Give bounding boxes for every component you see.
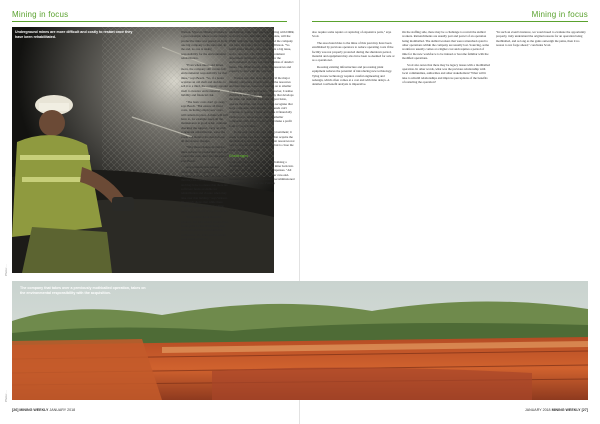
subhead-challenges: Challenges <box>229 154 249 159</box>
body-column-5 <box>496 30 588 50</box>
quarry-photo-caption: The company that takes over a previously mothballed operation, takes on the environmental responsibility with the acquisition. <box>20 286 146 295</box>
folio-left <box>12 408 75 412</box>
quarry-photo <box>12 281 588 400</box>
page-number-right: [27] <box>581 408 588 412</box>
section-tag-right: Mining in focus <box>531 10 588 19</box>
publication-name-right: MINING WEEKLY <box>551 408 581 412</box>
paragraph: "Why these changes is that the mine reduces its production costs, but overall the costs don't just disappear," says Beech. <box>181 145 229 163</box>
body-column-1 <box>181 30 229 244</box>
mine-photo-credit: Photo: ... <box>4 263 8 276</box>
paragraph: "Even when mines and mines move, the company still carries full environmental responsibility for that mine," says Beech. "So, if a junior acquires an old shaft and decides to sell it to a third, the company appoint itself to monitor environmental liability and financial risk. <box>181 62 228 98</box>
paragraph: Any company that intends obtaining and re-opening a mothballed mine, needs to understand that they are taking over a liability and they have to ensure that there are sufficient funds available for rehabilitation and closure when they take over that liability," says Watson. "Research shows that while there might be sufficient funds for mine closure, it is almost like a double tax. <box>181 165 229 213</box>
quarry-photo-credit: Photo: ... <box>4 389 8 402</box>
paragraph: Scott says the main challenge of revitalising a mothballed operation is to bring the mine back into operation with minimal unplanned expenses. "All machinery that has been placed under care-and-maintenance will need to be tested, recommissioned and certified as safe for use. Primary <box>229 159 295 186</box>
quarry-photo-illustration <box>12 281 588 400</box>
issue-date-left: JANUARY 2018 <box>49 408 76 412</box>
body-column-3 <box>312 30 396 89</box>
section-tag-left: Mining in focus <box>12 10 69 19</box>
page-number-left: [26] <box>12 408 19 412</box>
body-column-4 <box>402 30 490 87</box>
paragraph: "Companies under financial pressure, but they cannot access these funds (held by the DMR fund) they have completed the rehabilitation programme. So, these junior miners must spend money to <box>181 215 229 241</box>
paragraph: rehabilitate, while their funds are sitting with DMR, and only once rehabilitation is complete, will the DMR authorise the rehabilitation and the company can have its money back," explains Watson. "So small junior mining companies this is a big issue, and a concern for the DMR, the government department ultimately responsible for the environmental closure and rehabilitation of derelict mines. The DMR already holds the resources and capacity to deal with this problem. <box>229 30 295 74</box>
paragraph: also require some repairs or replacing of expensive parts," says Scott. <box>312 30 392 39</box>
publication-name-left: MINING WEEKLY <box>19 408 49 412</box>
issue-date-right: JANUARY 2018 <box>524 408 551 412</box>
paragraph: Watson. Slyworx Mining did mine is a good example where a nice though productive mine was passed on from one big company to the next and, in the end, no one is taking responsibility for the environmental rehabilitation. <box>181 30 228 61</box>
header-rule-right <box>312 21 588 22</box>
paragraph: On the staffing side, there may be a challenge to recruit the skilled workers. Retrenchments are usually part and parcel of an operation being mothballed. The skilled workers that were retrenched opted to other operations within the company are usually lost. Sourcing, some workforce usually comes at a higher cost and requires a period of time for the new workforce to be trained or become familiar with the modified operations. <box>402 30 489 61</box>
paragraph: In the end, the buck stops with government; it needs to make sure that companies that acquire the mothballed operations, have sufficient resources not only to operate the mine effectively but to close the mine effectively as well. <box>229 130 295 152</box>
paragraph: "In such an event's instance, we would need to evaluate the opportunity properly, truly understand the original reasons for an operation being mothballed, and as long as the gains outweigh the pains, then it no reason to not forge ahead," concludes Scott. <box>496 30 586 48</box>
paragraph: Re-using existing infrastructure and processing plant equipment reduces the potential of introducing new technology. Tying in new technology requires careful engineering and redesign, which often comes at a cost and with time delays. A detailed cost/benefit analysis is imperative. <box>312 65 393 87</box>
folio-right <box>525 408 588 412</box>
paragraph: Watson says that in an ideal world the major mining companies would retain old the resources and then dispose, instead of passing on to smaller companies to carry the burden. "However, I realise that this is not realistic. The company that develops the mine can maintain the financial provision, operate the mine, and close it. I also recognise that large companies with massive overheads can't continue to operate a mine and make it financially viable past a certain stage, whereas smaller companies with lower costs can still make a profit from it," says Watson. <box>229 75 294 128</box>
mine-photo-caption: Underground mines are more difficult and costly to restart once they have been rehabilitated. <box>15 30 133 39</box>
paragraph: The associated risks to the mine of this past may have been established by previous operators to reduce operating costs if the facility was not properly protected during the shutdown period, material and equipment may also have been re-deemed for sale or as a operational. <box>312 40 395 63</box>
paragraph: "The basic costs don't go away," says Beech. "But ensure all fixed costs, including employees' costs, will remain in place. A mine will still have to, for example, keep all the maintenance in good order, continue checking the support, carry on with concurrent rehabilitation, water the roads and monitor the dust fall-out, all the slowest changes. <box>181 99 228 143</box>
body-column-2 <box>229 30 295 188</box>
paragraph: Scott also notes that there may be legacy issues with a mothballed operation. In other words, what was the previous relationship with local communities, authorities and other stakeholders? What will it take to rebuild relationships and improve perceptions of the benefits of restarting the operation? <box>402 62 490 85</box>
header-rule-left <box>12 21 287 22</box>
